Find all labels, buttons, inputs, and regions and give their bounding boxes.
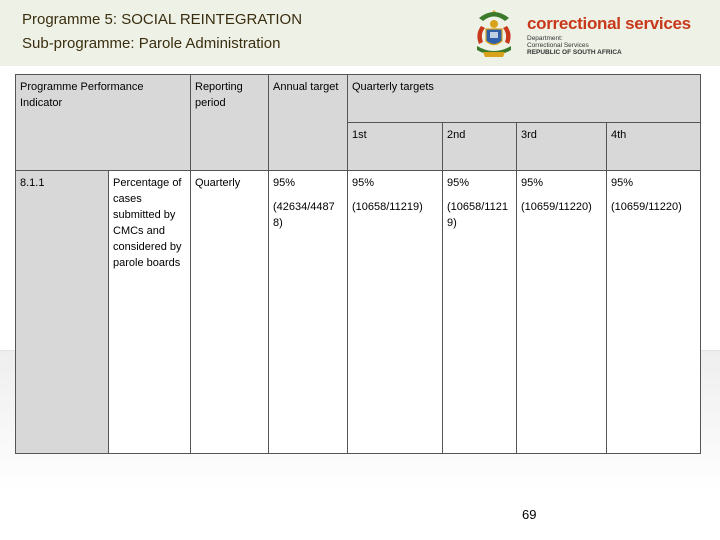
performance-table bbox=[15, 74, 701, 454]
q2-target-cell bbox=[443, 171, 517, 454]
q1-target-ratio: (10658/11219) bbox=[352, 201, 423, 213]
q4-target-percent: 95% bbox=[611, 177, 634, 189]
q1-target-percent: 95% bbox=[352, 177, 375, 189]
logo-country: REPUBLIC OF SOUTH AFRICA bbox=[527, 49, 622, 56]
indicator-description: Percentage of cases submitted by CMCs and considered by parole boards bbox=[109, 171, 191, 454]
q4-target-cell bbox=[607, 171, 701, 454]
logo-department-name: Correctional Services bbox=[527, 42, 589, 49]
brand-name: correctional services bbox=[527, 14, 691, 33]
q3-header: 3rd bbox=[517, 123, 607, 171]
annual-target-percent: 95% bbox=[273, 177, 296, 189]
indicator-number: 8.1.1 bbox=[16, 171, 109, 454]
q4-target-ratio: (10659/11220) bbox=[611, 201, 682, 213]
annual-target-header: Annual target bbox=[269, 75, 348, 171]
reporting-period-header: Reporting period bbox=[191, 75, 269, 171]
q1-header: 1st bbox=[348, 123, 443, 171]
q3-target-cell bbox=[517, 171, 607, 454]
q2-target-percent: 95% bbox=[447, 177, 470, 189]
q2-header: 2nd bbox=[443, 123, 517, 171]
department-logo bbox=[469, 8, 699, 62]
annual-target-cell bbox=[269, 171, 348, 454]
annual-target-ratio: (42634/44878) bbox=[273, 201, 335, 229]
q4-header: 4th bbox=[607, 123, 701, 171]
quarterly-targets-header: Quarterly targets bbox=[348, 75, 701, 123]
q2-target-ratio: (10658/11219) bbox=[447, 201, 508, 229]
indicator-header: Programme Performance Indicator bbox=[16, 75, 191, 171]
page-number: 69 bbox=[522, 507, 537, 522]
q3-target-percent: 95% bbox=[521, 177, 544, 189]
q1-target-cell bbox=[348, 171, 443, 454]
q3-target-ratio: (10659/11220) bbox=[521, 201, 592, 213]
coat-of-arms-icon bbox=[469, 8, 519, 62]
reporting-period-value: Quarterly bbox=[191, 171, 269, 454]
logo-department-label: Department: bbox=[527, 35, 563, 42]
page-title: Programme 5: SOCIAL REINTEGRATION bbox=[22, 11, 303, 28]
page-subtitle: Sub-programme: Parole Administration bbox=[22, 35, 281, 52]
